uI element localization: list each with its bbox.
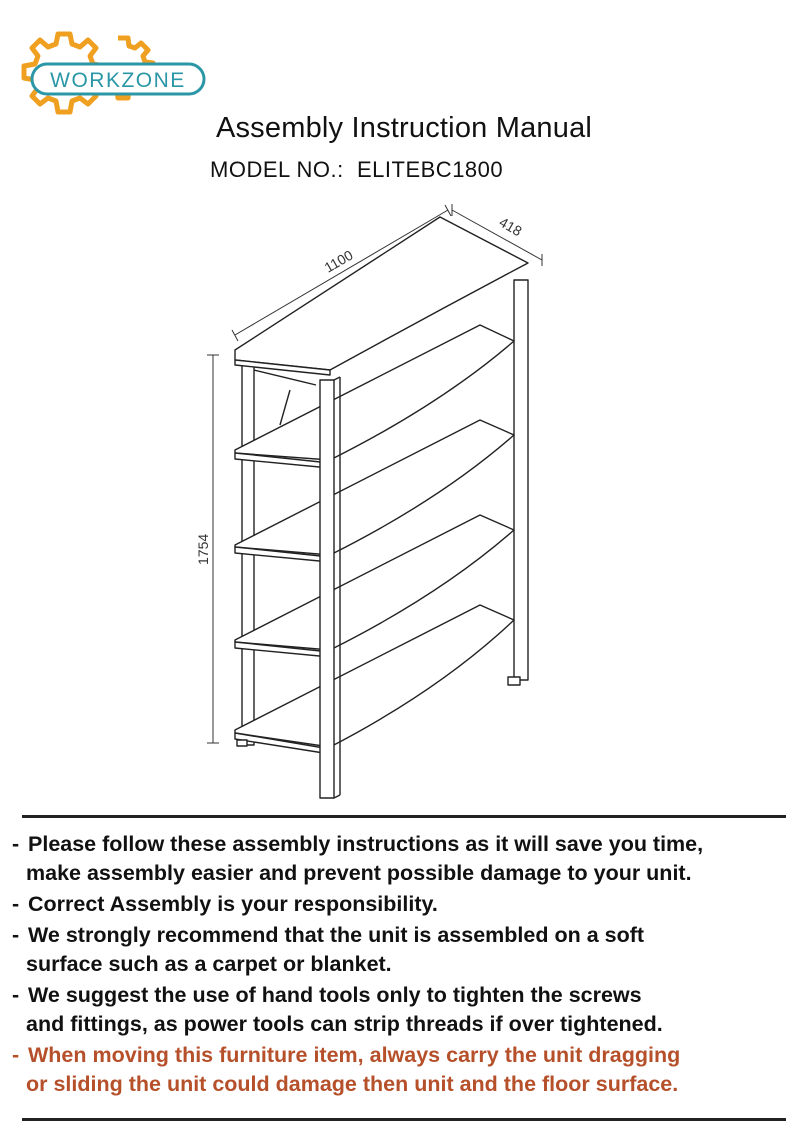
rear-right-post: [514, 280, 528, 680]
note-text: We suggest the use of hand tools only to tighten the screws: [28, 983, 642, 1007]
note-text: surface such as a carpet or blanket.: [26, 952, 392, 976]
front-right-post: [320, 380, 334, 798]
foot: [237, 740, 247, 746]
warning-note: - When moving this furniture item, always carry the unit dragging or sliding the unit could damage then unit and the floor surface.: [12, 1041, 802, 1099]
note-item: - Please follow these assembly instructions as it will save you time, make assembly easier and prevent possible damage to your unit.: [12, 830, 802, 888]
note-text: Correct Assembly is your responsibility.: [28, 892, 438, 916]
note-text: or sliding the unit could damage then unit and the floor surface.: [26, 1072, 679, 1096]
divider-bottom: [22, 1118, 786, 1121]
shelves: [235, 217, 528, 754]
note-text: When moving this furniture item, always carry the unit dragging: [28, 1043, 681, 1067]
foot: [508, 677, 520, 685]
model-value: ELITEBC1800: [357, 157, 504, 182]
bookcase-drawing: [180, 195, 580, 805]
assembly-notes: [12, 830, 802, 1101]
note-item: - We suggest the use of hand tools only to tighten the screws and fittings, as power tools can strip threads if over tightened.: [12, 981, 802, 1039]
brand-name: WORKZONE: [50, 69, 186, 92]
dimension-height: 1754: [195, 533, 211, 565]
model-number: [210, 157, 503, 183]
note-item: - We strongly recommend that the unit is assembled on a soft surface such as a carpet or blanket.: [12, 921, 802, 979]
manual-title: Assembly Instruction Manual: [215, 112, 593, 144]
note-text: make assembly easier and prevent possible damage to your unit.: [26, 861, 692, 885]
dimension-depth: 418: [496, 213, 525, 240]
dimension-width: 1100: [321, 246, 356, 276]
note-text: Please follow these assembly instructions as it will save you time,: [28, 832, 704, 856]
note-text: and fittings, as power tools can strip threads if over tightened.: [26, 1012, 663, 1036]
note-item: - Correct Assembly is your responsibility.: [12, 892, 438, 916]
note-text: We strongly recommend that the unit is assembled on a soft: [28, 923, 645, 947]
model-label: MODEL NO.:: [210, 157, 344, 182]
divider-top: [22, 815, 786, 818]
